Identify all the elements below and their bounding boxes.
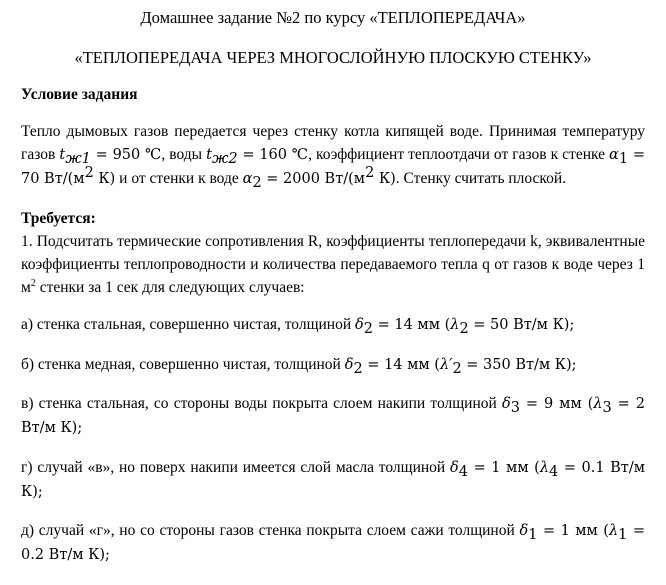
- subscript-2: 2: [363, 321, 373, 338]
- subscript-3b: 3: [602, 400, 612, 417]
- case-d: [21, 519, 645, 567]
- case-v-text: в) стенка стальная, со стороны воды покрыта слоем накипи толщиной: [21, 395, 503, 412]
- superscript-2: 2: [84, 164, 94, 181]
- symbol-lambda-prime-2: λ′: [439, 356, 453, 373]
- case-g-text: г) случай «в», но поверх накипи имеется слой масла толщиной: [21, 458, 451, 476]
- value-1mm-b: = 1 мм (: [537, 523, 609, 539]
- unit-close-1: К): [93, 171, 116, 187]
- condition-text-1: Тепло дымовых газов передается через стенку котла кипящей воде. Принимая температуру газов: [21, 123, 645, 163]
- subscript-4b: 4: [549, 463, 559, 480]
- condition-text-2: , воды: [161, 146, 207, 163]
- symbol-delta-2: δ: [355, 317, 364, 333]
- symbol-lambda-3: λ: [593, 396, 603, 412]
- required-heading: Требуется:: [21, 210, 96, 227]
- symbol-lambda-1: λ: [608, 523, 619, 539]
- condition-text-3: , коэффициент теплоотдачи от газов к стенке: [308, 146, 610, 163]
- symbol-alpha-1: α: [609, 147, 619, 163]
- symbol-delta-4: δ: [450, 459, 459, 476]
- subscript-1: 1: [528, 527, 538, 544]
- value-160: = 160 ℃: [237, 147, 309, 163]
- case-a-text: а) стенка стальная, совершенно чистая, толщиной: [21, 316, 356, 333]
- value-1mm: = 1 мм (: [468, 459, 540, 476]
- case-a: [21, 313, 645, 337]
- subscript-zh2: ж2: [211, 151, 238, 168]
- case-b-text: б) стенка медная, совершенно чистая, толщиной: [21, 355, 345, 373]
- value-950: = 950 ℃: [90, 147, 162, 163]
- superscript-2b: 2: [365, 164, 375, 181]
- value-01: = 0.1 Вт/м К);: [21, 459, 645, 500]
- value-14mm: = 14 мм (: [362, 356, 440, 373]
- subscript-1b: 1: [618, 527, 628, 544]
- subscript-4: 4: [458, 463, 469, 480]
- condition-text-5: . Стенку считать плоской.: [395, 170, 567, 187]
- case-d-text: д) случай «г», но со стороны газов стенка покрыта слоем сажи толщиной: [21, 522, 520, 539]
- unit-close-2: К): [374, 171, 396, 187]
- subscript-zh1: ж1: [65, 151, 91, 168]
- value-70: = 70 Вт/(м: [21, 147, 645, 187]
- value-50: = 50 Вт/м К);: [468, 317, 575, 333]
- task-1-superscript: 2: [30, 277, 36, 289]
- case-g: [21, 456, 645, 504]
- case-b: [21, 353, 645, 377]
- condition-heading: Условие задания: [21, 86, 138, 103]
- symbol-delta-3: δ: [502, 396, 511, 412]
- symbol-delta-1: δ: [519, 523, 529, 539]
- subscript-2: 2: [353, 360, 363, 377]
- task-1-paragraph: [21, 230, 645, 299]
- symbol-lambda-4: λ: [539, 459, 550, 476]
- document-title: Домашнее задание №2 по курсу «ТЕПЛОПЕРЕДАЧА»: [140, 8, 526, 27]
- task-1-text-b: стенки за 1 сек для следующих случаев:: [35, 279, 305, 296]
- subscript-1: 1: [618, 151, 629, 168]
- case-v: [21, 392, 645, 440]
- value-02: = 0.2 Вт/м К);: [21, 523, 645, 563]
- condition-text-4: и от стенки к воде: [115, 170, 243, 187]
- value-9mm: = 9 мм (: [519, 396, 594, 412]
- condition-paragraph: [21, 120, 645, 191]
- symbol-t: t: [59, 147, 66, 163]
- subscript-2b: 2: [459, 321, 469, 338]
- subscript-2: 2: [252, 175, 262, 192]
- symbol-lambda-2: λ: [450, 317, 460, 333]
- subscript-2b: 2: [452, 360, 462, 377]
- symbol-delta-2: δ: [344, 356, 354, 373]
- value-14mm: = 14 мм (: [372, 317, 451, 333]
- symbol-t-2: t: [206, 147, 212, 163]
- document-subtitle: «ТЕПЛОПЕРЕДАЧА ЧЕРЕЗ МНОГОСЛОЙНУЮ ПЛОСКУЮ СТЕНКУ»: [74, 48, 592, 67]
- value-2000: = 2000 Вт/(м: [261, 171, 366, 187]
- task-1-text-a: 1. Подсчитать термические сопротивления R, коэффициенты теплопередачи k, эквивалентные коэффициенты теплопроводности и количества передаваемого тепла q от газов к воде через 1 м: [21, 233, 645, 296]
- value-350: = 350 Вт/м К);: [461, 356, 577, 373]
- symbol-alpha-2: α: [242, 171, 253, 187]
- value-2: = 2 Вт/м К);: [21, 396, 645, 436]
- subscript-3: 3: [510, 400, 520, 417]
